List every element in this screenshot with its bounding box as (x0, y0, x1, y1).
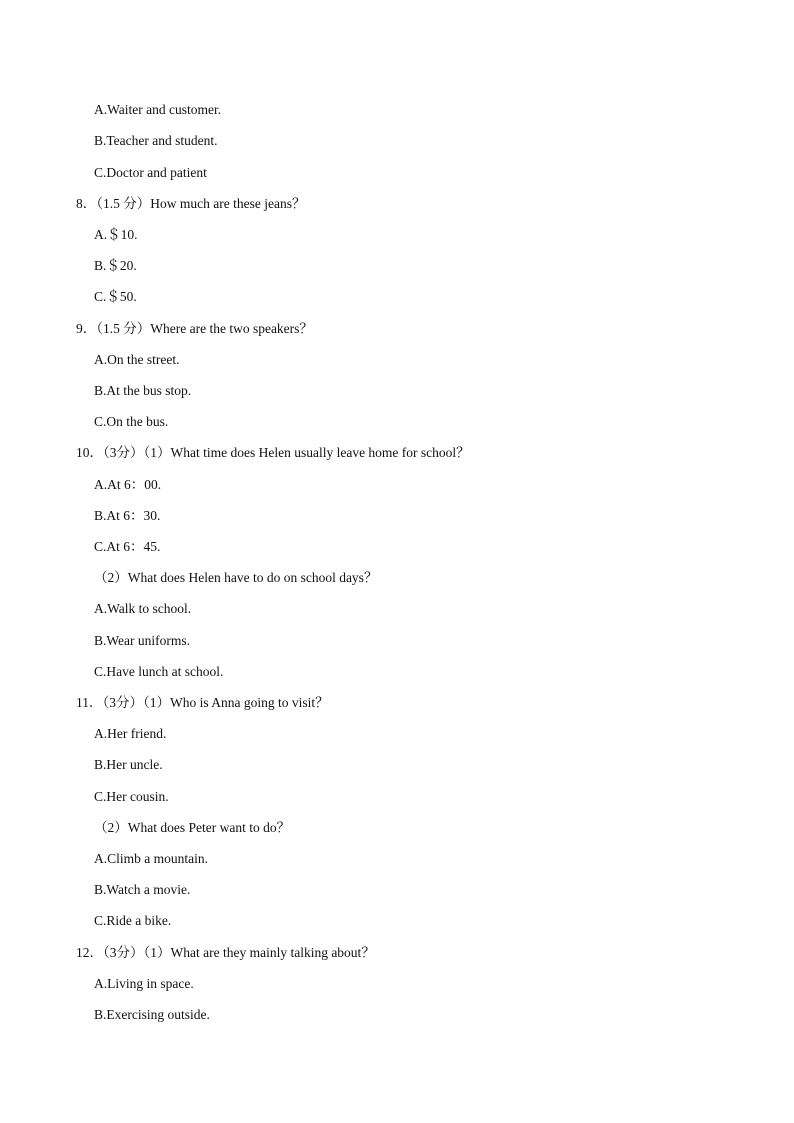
q12-option-b: B.Exercising outside. (94, 1007, 210, 1022)
q7-option-c: C.Doctor and patient (94, 165, 207, 180)
q10-sub2-option-a: A.Walk to school. (94, 601, 192, 616)
q8-option-b: B.＄20. (94, 258, 137, 273)
q9-option-b: B.At the bus stop. (94, 383, 192, 398)
q7-option-b: B.Teacher and student. (94, 133, 218, 148)
question-8: 8．（1.5 分）How much are these jeans？ (76, 196, 306, 211)
q10-option-b: B.At 6：30. (94, 508, 161, 523)
q10-subquestion-2: （2）What does Helen have to do on school days？ (94, 570, 378, 585)
q11-sub2-option-a: A.Climb a mountain. (94, 851, 208, 866)
q10-sub2-option-b: B.Wear uniforms. (94, 633, 191, 648)
question-11: 11．（3分）（1）Who is Anna going to visit？ (76, 695, 329, 710)
question-12: 12．（3分）（1）What are they mainly talking about？ (76, 945, 375, 960)
q10-option-c: C.At 6：45. (94, 539, 161, 554)
q9-option-a: A.On the street. (94, 352, 180, 367)
q10-option-a: A.At 6：00. (94, 477, 162, 492)
q11-sub2-option-b: B.Watch a movie. (94, 882, 191, 897)
question-9: 9．（1.5 分）Where are the two speakers？ (76, 321, 313, 336)
q11-option-a: A.Her friend. (94, 726, 167, 741)
q7-option-a: A.Waiter and customer. (94, 102, 222, 117)
q11-option-b: B.Her uncle. (94, 757, 163, 772)
q9-option-c: C.On the bus. (94, 414, 169, 429)
q11-sub2-option-c: C.Ride a bike. (94, 913, 172, 928)
q10-sub2-option-c: C.Have lunch at school. (94, 664, 224, 679)
q12-option-a: A.Living in space. (94, 976, 194, 991)
q8-option-a: A.＄10. (94, 227, 138, 242)
q8-option-c: C.＄50. (94, 289, 137, 304)
q11-subquestion-2: （2）What does Peter want to do？ (94, 820, 291, 835)
q11-option-c: C.Her cousin. (94, 789, 169, 804)
question-10: 10．（3分）（1）What time does Helen usually leave home for school？ (76, 445, 470, 460)
